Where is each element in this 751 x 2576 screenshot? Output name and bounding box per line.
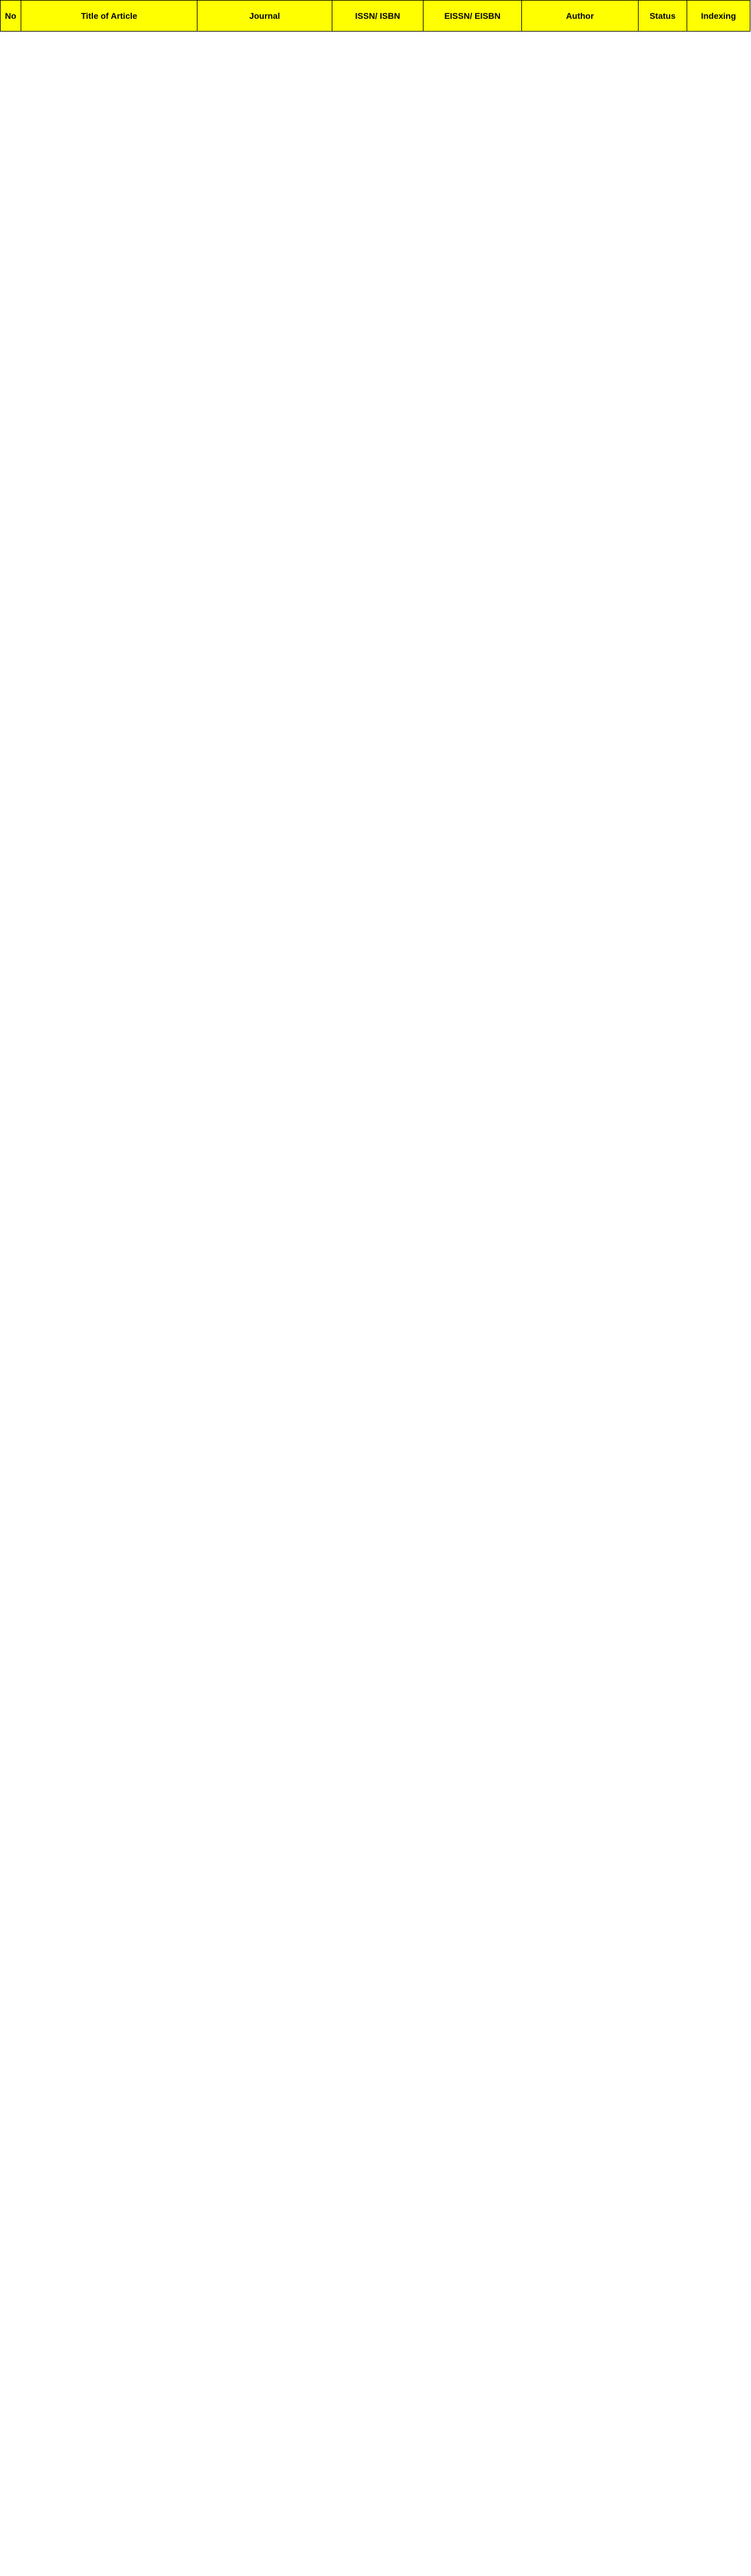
header-issn: ISSN/ ISBN bbox=[332, 1, 424, 32]
header-status: Status bbox=[639, 1, 687, 32]
header-eissn: EISSN/ EISBN bbox=[424, 1, 522, 32]
header-indexing: Indexing bbox=[687, 1, 750, 32]
header-row bbox=[1, 1, 750, 32]
publications-table bbox=[0, 0, 750, 32]
header-no: No bbox=[1, 1, 21, 32]
header-author: Author bbox=[522, 1, 639, 32]
header-title: Title of Article bbox=[21, 1, 197, 32]
header-journal: Journal bbox=[197, 1, 332, 32]
